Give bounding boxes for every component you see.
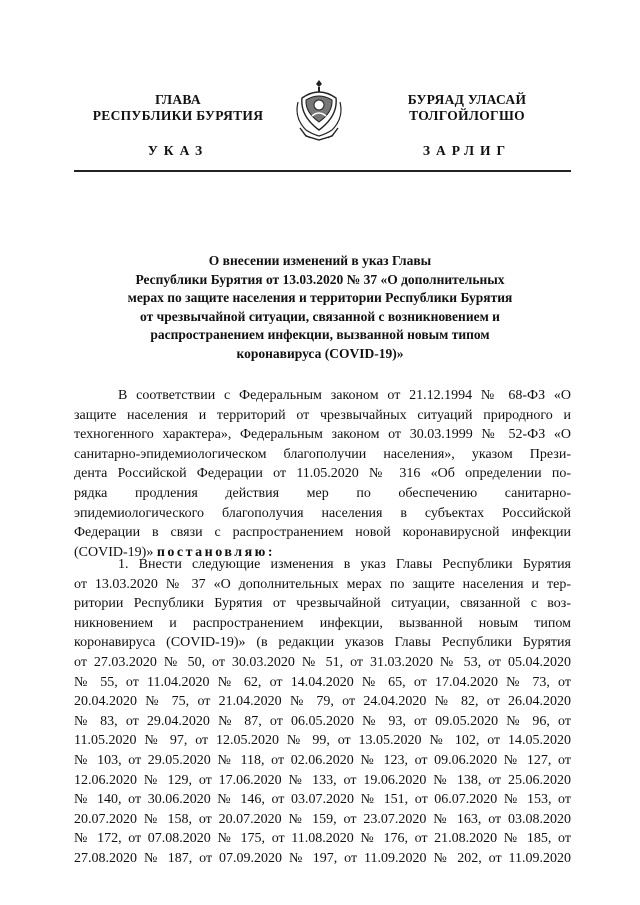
preamble-line: Федерации в связи с распространением новой коронавирусной инфекции	[74, 525, 571, 541]
title-line: распространением инфекции, вызванной новым типом	[150, 327, 490, 343]
item-line: № 55, от 11.04.2020 № 62, от 14.04.2020 № 65, от 17.04.2020 № 73, от	[74, 674, 571, 690]
doc-type-left: УКАЗ	[147, 143, 209, 158]
item-line: никновением и распространением инфекции, вызванной новым типом	[74, 615, 571, 631]
item-line: 20.07.2020 № 158, от 20.07.2020 № 159, от 23.07.2020 № 163, от 03.08.2020	[74, 811, 571, 827]
doc-type-right: ЗАРЛИГ	[422, 143, 512, 158]
title-line: от чрезвычайной ситуации, связанной с возникновением и	[140, 308, 500, 324]
decree-word: постановляю:	[156, 544, 276, 560]
header-right-line1: БУРЯАД УЛАСАЙ	[407, 92, 527, 107]
title-line: Республики Бурятия от 13.03.2020 № 37 «О дополнительных	[135, 271, 505, 287]
preamble-line: техногенного характера», Федеральным законом от 30.03.1999 № 52-ФЗ «О	[74, 427, 571, 443]
decree-title	[100, 252, 540, 364]
item-line: № 83, от 29.04.2020 № 87, от 06.05.2020 № 93, от 09.05.2020 № 96, от	[74, 713, 571, 729]
header-left-line1: ГЛАВА	[155, 92, 201, 107]
preamble-line: защите населения и территорий от чрезвычайных ситуаций природного и	[74, 407, 571, 423]
preamble-last-prefix: (COVID-19)»	[74, 544, 157, 560]
header-right	[372, 92, 562, 124]
item-line: № 140, от 30.06.2020 № 146, от 03.07.2020 № 151, от 06.07.2020 № 153, от	[74, 792, 571, 808]
header-left-line2: РЕСПУБЛИКИ БУРЯТИЯ	[92, 108, 264, 123]
item-line: № 103, от 29.05.2020 № 118, от 02.06.2020 № 123, от 09.06.2020 № 127, от	[74, 752, 571, 768]
item-line: ритории Республики Бурятия от чрезвычайной ситуации, связанной с воз-	[74, 596, 571, 612]
item-line: 11.05.2020 № 97, от 12.05.2020 № 99, от 13.05.2020 № 102, от 14.05.2020	[74, 733, 571, 749]
header-left	[78, 92, 278, 124]
item-line: коронавируса (COVID-19)» (в редакции указов Главы Республики Бурятия	[74, 635, 571, 651]
item-line: от 27.03.2020 № 50, от 30.03.2020 № 51, от 31.03.2020 № 53, от 05.04.2020	[74, 654, 571, 670]
preamble-line: эпидемиологического благополучия населения в субъектах Российской	[74, 505, 571, 521]
preamble-paragraph	[74, 386, 571, 562]
item-line: № 172, от 07.08.2020 № 175, от 11.08.2020 № 176, от 21.08.2020 № 185, от	[74, 831, 571, 847]
item-line: 20.04.2020 № 75, от 21.04.2020 № 79, от 24.04.2020 № 82, от 26.04.2020	[74, 694, 571, 710]
title-line: коронавируса (COVID-19)»	[236, 345, 404, 361]
preamble-line: рядка продления действия мер по обеспечению санитарно-	[74, 485, 571, 501]
preamble-line: В соответствии с Федеральным законом от 21.12.1994 № 68-ФЗ «О	[118, 388, 571, 403]
title-line: О внесении изменений в указ Главы	[208, 253, 432, 268]
title-line: мерах по защите населения и территории Республики Бурятия	[127, 290, 513, 306]
item-1-paragraph	[74, 555, 571, 869]
header-right-line2: ТОЛГОЙЛОГШО	[409, 108, 525, 123]
item-line: 27.08.2020 № 187, от 07.09.2020 № 197, от 11.09.2020 № 202, от 11.09.2020	[74, 850, 571, 866]
item-line: от 13.03.2020 № 37 «О дополнительных мерах по защите населения и тер-	[74, 576, 571, 592]
item-line: 1. Внести следующие изменения в указ Главы Республики Бурятия	[118, 557, 571, 572]
preamble-line: дента Российской Федерации от 11.05.2020 № 316 «Об определении по-	[74, 466, 571, 482]
coat-of-arms-emblem	[292, 78, 346, 144]
header-divider	[74, 170, 571, 172]
preamble-line: санитарно-эпидемиологическом благополучии населения», указом Прези-	[74, 446, 571, 462]
item-line: 12.06.2020 № 129, от 17.06.2020 № 133, от 19.06.2020 № 138, от 25.06.2020	[74, 772, 571, 788]
